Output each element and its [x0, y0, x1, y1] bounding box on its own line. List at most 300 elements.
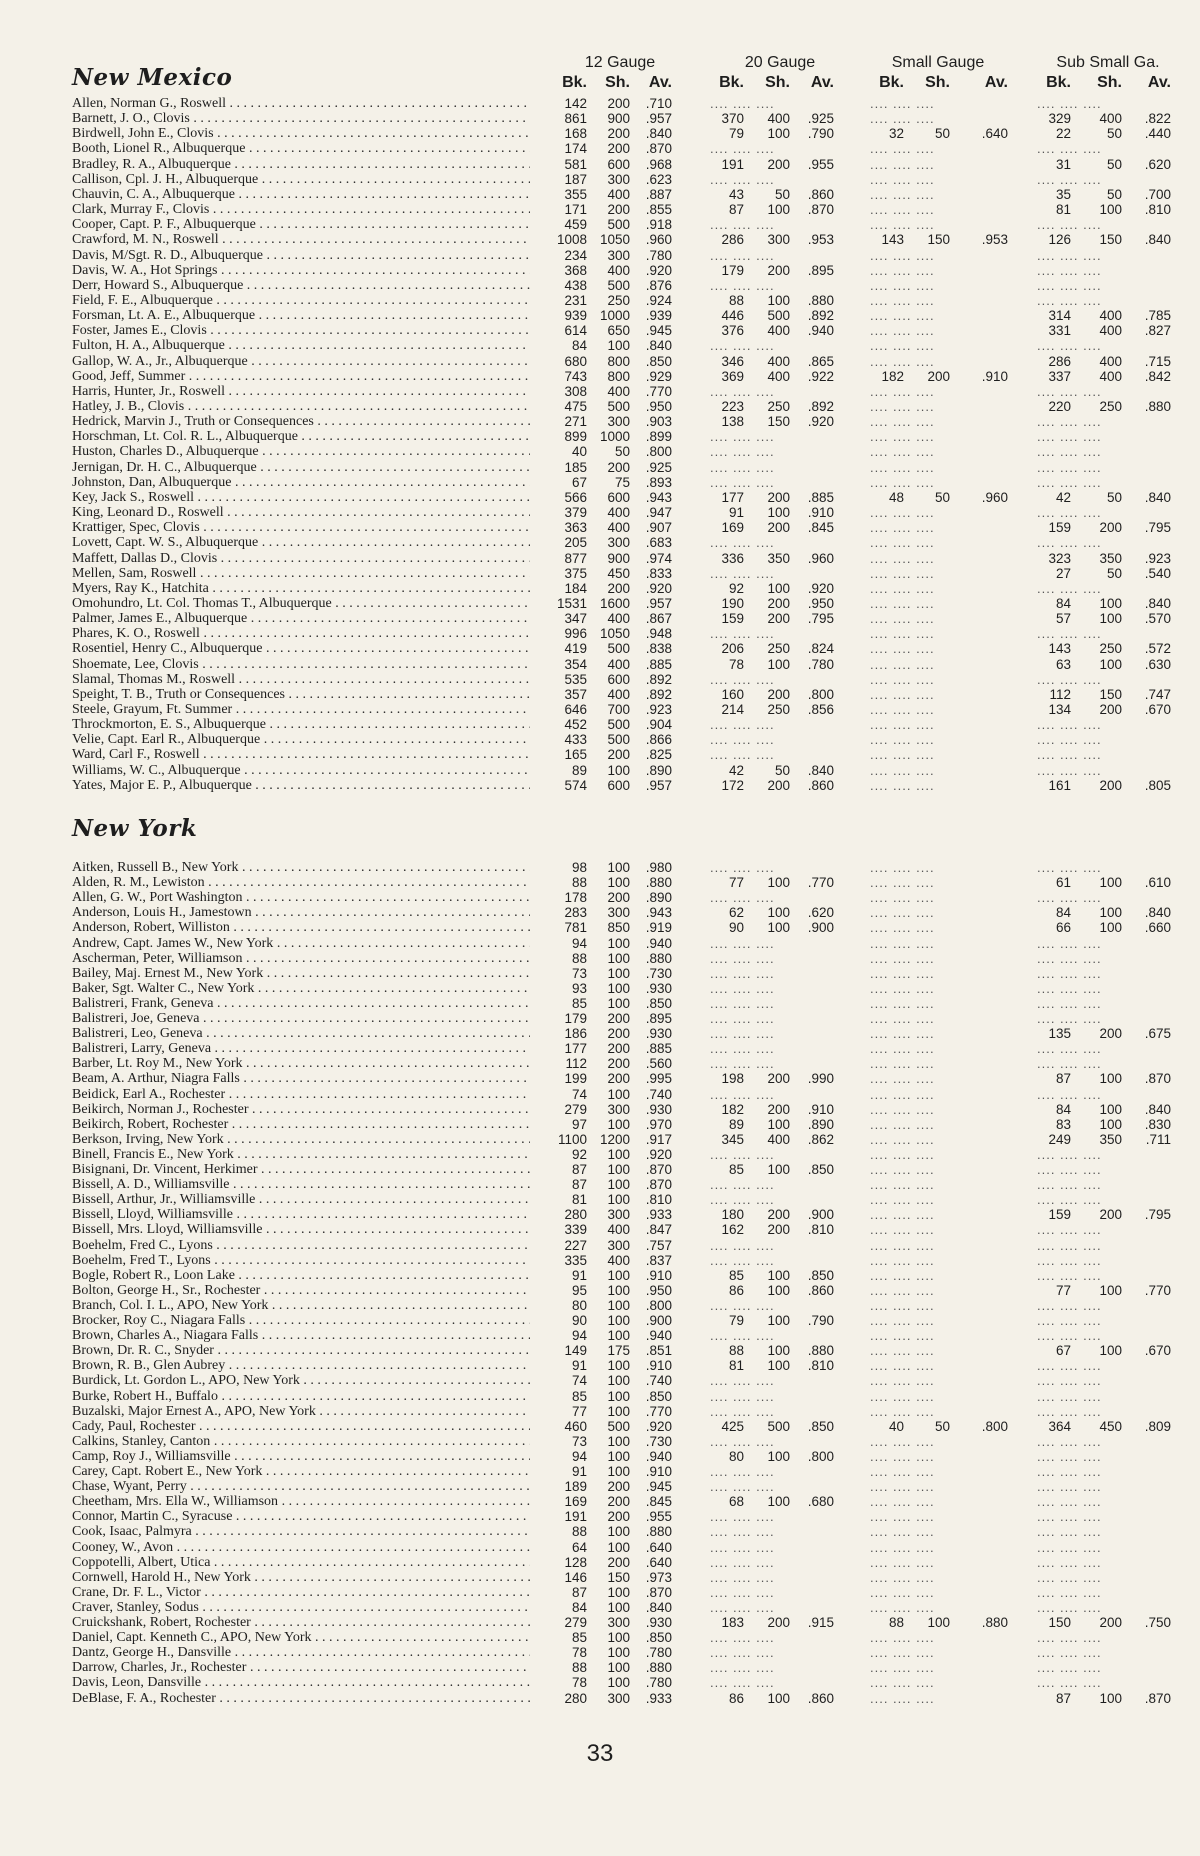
- table-row: [0, 263, 1200, 278]
- score-sh: 200: [1099, 1615, 1122, 1630]
- score-sh: 50: [774, 762, 790, 778]
- score-bk: 198: [721, 1071, 744, 1087]
- score-bk: 279: [564, 1101, 587, 1117]
- score-bk: 78: [728, 656, 744, 672]
- shooter-name: Palmer, James E., Albuquerque . . .: [72, 611, 530, 626]
- score-bk: 81: [1055, 202, 1071, 218]
- score-sh: 100: [767, 1690, 790, 1706]
- score-sh: 50: [1106, 156, 1122, 172]
- score-bk: 161: [1048, 777, 1071, 793]
- score-av: .885: [645, 1041, 672, 1057]
- table-row: [0, 1494, 1200, 1509]
- empty-cell-leader: .... .... ....: [870, 1237, 935, 1253]
- score-av: .960: [807, 550, 834, 566]
- table-row: [0, 1419, 1200, 1434]
- score-av: .670: [1144, 1343, 1171, 1359]
- score-bk: 112: [1049, 686, 1071, 702]
- shooter-name: Steele, Grayum, Ft. Summer . . .: [72, 702, 530, 717]
- score-bk: 80: [571, 1297, 587, 1313]
- empty-cell-leader: .... .... ....: [1037, 277, 1102, 293]
- score-sh: 100: [607, 1660, 630, 1676]
- header-12-gauge: 12 Gauge: [584, 54, 656, 71]
- score-bk: 336: [721, 550, 744, 566]
- score-sh: 100: [767, 1448, 790, 1464]
- empty-cell-leader: .... .... ....: [870, 1690, 935, 1706]
- score-av: .810: [645, 1192, 672, 1208]
- score-sh: 100: [607, 1146, 630, 1162]
- table-row: [0, 996, 1200, 1011]
- table-row: [0, 581, 1200, 596]
- empty-cell-leader: .... .... ....: [870, 595, 935, 611]
- shooter-name: Throckmorton, E. S., Albuquerque . . .: [72, 717, 530, 732]
- shooter-name: Forsman, Lt. A. E., Albuquerque . . .: [72, 308, 530, 323]
- score-bk: 337: [1048, 368, 1071, 384]
- score-sh: 100: [767, 1282, 790, 1298]
- empty-cell-leader: .... .... ....: [870, 1524, 935, 1540]
- empty-cell-leader: .... .... ....: [870, 1192, 935, 1208]
- score-sh: 300: [607, 1207, 630, 1223]
- empty-cell-leader: .... .... ....: [710, 338, 775, 354]
- score-av: .920: [807, 580, 834, 596]
- table-row: [0, 672, 1200, 687]
- score-av: .670: [1144, 702, 1171, 717]
- empty-cell-leader: .... .... ....: [1037, 1509, 1102, 1525]
- table-row: [0, 1298, 1200, 1313]
- score-av: .610: [1144, 875, 1171, 891]
- empty-cell-leader: .... .... ....: [1037, 1297, 1102, 1313]
- score-av: .795: [1144, 1207, 1171, 1223]
- score-av: .800: [645, 444, 672, 460]
- score-bk: 346: [721, 353, 744, 369]
- shooter-name: Balistreri, Joe, Geneva . . .: [72, 1011, 530, 1026]
- score-av: .845: [645, 1494, 672, 1510]
- score-bk: 179: [721, 262, 744, 278]
- score-av: .825: [645, 747, 672, 763]
- score-bk: 134: [1048, 702, 1071, 717]
- empty-cell-leader: .... .... ....: [870, 414, 935, 430]
- score-bk: 74: [571, 1373, 587, 1389]
- table-row: [0, 217, 1200, 232]
- shooter-name: Horschman, Lt. Col. R. L., Albuquerque . . .: [72, 429, 530, 444]
- page-number: 33: [586, 1740, 614, 1767]
- score-av: .925: [645, 459, 672, 475]
- score-av: .800: [807, 686, 834, 702]
- score-av: .910: [645, 1358, 672, 1374]
- empty-cell-leader: .... .... ....: [1037, 1554, 1102, 1570]
- empty-cell-leader: .... .... ....: [870, 995, 935, 1011]
- score-bk: 87: [571, 1177, 587, 1193]
- empty-cell-leader: .... .... ....: [710, 1584, 775, 1600]
- empty-cell-leader: .... .... ....: [1037, 747, 1102, 763]
- score-av: .930: [645, 1101, 672, 1117]
- score-av: .870: [807, 202, 834, 218]
- score-bk: 566: [564, 489, 587, 505]
- score-bk: 1008: [556, 232, 587, 248]
- empty-cell-leader: .... .... ....: [1037, 459, 1102, 475]
- empty-cell-leader: .... .... ....: [1037, 1645, 1102, 1661]
- table-row: [0, 1645, 1200, 1660]
- score-av: .915: [807, 1615, 834, 1630]
- empty-cell-leader: .... .... ....: [710, 1388, 775, 1404]
- shooter-name: Coppotelli, Albert, Utica . . .: [72, 1555, 530, 1570]
- score-sh: 400: [1099, 323, 1122, 339]
- score-sh: 100: [767, 875, 790, 891]
- score-bk: 43: [728, 186, 744, 202]
- score-av: .910: [981, 368, 1008, 384]
- empty-cell-leader: .... .... ....: [710, 1086, 775, 1102]
- score-sh: 400: [1099, 308, 1122, 324]
- empty-cell-leader: .... .... ....: [870, 308, 935, 324]
- empty-cell-leader: .... .... ....: [710, 1524, 775, 1540]
- score-av: .910: [807, 1101, 834, 1117]
- score-sh: 300: [767, 232, 790, 248]
- table-row: [0, 1585, 1200, 1600]
- shooter-name: Omohundro, Lt. Col. Thomas T., Albuquerque . . .: [72, 596, 530, 611]
- empty-cell-leader: .... .... ....: [870, 1313, 935, 1328]
- score-av: .895: [807, 262, 834, 278]
- score-sh: 400: [607, 611, 630, 627]
- empty-cell-leader: .... .... ....: [710, 1237, 775, 1253]
- score-sh: 100: [1099, 1690, 1122, 1706]
- score-sh: 500: [607, 732, 630, 748]
- empty-cell-leader: .... .... ....: [870, 671, 935, 687]
- score-sh: 200: [1099, 1026, 1122, 1042]
- score-sh: 100: [607, 860, 630, 875]
- score-bk: 87: [728, 202, 744, 218]
- empty-cell-leader: .... .... ....: [710, 1328, 775, 1344]
- score-sh: 100: [607, 1464, 630, 1479]
- score-sh: 200: [1099, 1207, 1122, 1223]
- subheader-bk: Bk.: [1046, 74, 1071, 91]
- score-bk: 169: [721, 520, 744, 536]
- score-av: .800: [645, 1297, 672, 1313]
- score-av: .850: [807, 1418, 834, 1434]
- score-av: .900: [807, 1207, 834, 1223]
- score-bk: 77: [728, 875, 744, 891]
- table-row: [0, 1011, 1200, 1026]
- score-sh: 400: [1099, 111, 1122, 127]
- score-sh: 100: [1099, 1116, 1122, 1132]
- empty-cell-leader: .... .... ....: [1037, 1569, 1102, 1585]
- score-sh: 400: [607, 520, 630, 536]
- shooter-name: Yates, Major E. P., Albuquerque . . .: [72, 778, 530, 793]
- score-sh: 100: [607, 1313, 630, 1328]
- empty-cell-leader: .... .... ....: [710, 1026, 775, 1042]
- score-bk: 574: [564, 777, 587, 793]
- score-sh: 450: [1099, 1418, 1122, 1434]
- score-sh: 400: [607, 186, 630, 202]
- score-bk: 861: [564, 111, 587, 127]
- subheader-sh: Sh.: [1097, 74, 1122, 91]
- score-av: .922: [807, 368, 834, 384]
- shooter-name: Lovett, Capt. W. S., Albuquerque . . .: [72, 535, 530, 550]
- score-av: .925: [807, 111, 834, 127]
- table-row: [0, 966, 1200, 981]
- score-av: .640: [981, 126, 1008, 142]
- table-row: [0, 293, 1200, 308]
- empty-cell-leader: .... .... ....: [710, 1479, 775, 1495]
- empty-cell-leader: .... .... ....: [710, 383, 775, 399]
- score-av: .892: [645, 686, 672, 702]
- score-av: .785: [1144, 308, 1171, 324]
- score-sh: 50: [1106, 186, 1122, 202]
- shooter-name: Brown, Dr. R. C., Snyder . . .: [72, 1343, 530, 1358]
- empty-cell-leader: .... .... ....: [1037, 262, 1102, 278]
- score-av: .892: [807, 308, 834, 324]
- empty-cell-leader: .... .... ....: [1037, 1433, 1102, 1449]
- score-bk: 357: [564, 686, 587, 702]
- score-av: .920: [645, 1146, 672, 1162]
- empty-cell-leader: .... .... ....: [1037, 96, 1102, 111]
- empty-cell-leader: .... .... ....: [870, 935, 935, 951]
- score-bk: 1531: [556, 595, 587, 611]
- empty-cell-leader: .... .... ....: [870, 1403, 935, 1419]
- score-av: .440: [1144, 126, 1171, 142]
- table-row: [0, 338, 1200, 353]
- score-bk: 206: [721, 641, 744, 657]
- score-bk: 84: [571, 1599, 587, 1615]
- score-bk: 364: [1048, 1418, 1071, 1434]
- score-av: .920: [645, 1418, 672, 1434]
- shooter-name: Slamal, Thomas M., Roswell . . .: [72, 672, 530, 687]
- score-av: .955: [645, 1509, 672, 1525]
- score-av: .810: [1144, 202, 1171, 218]
- score-sh: 250: [767, 641, 790, 657]
- score-sh: 100: [607, 1162, 630, 1177]
- score-sh: 100: [767, 656, 790, 672]
- table-row: [0, 1283, 1200, 1298]
- empty-cell-leader: .... .... ....: [710, 1252, 775, 1268]
- shooter-name: Bisignani, Dr. Vincent, Herkimer . . .: [72, 1162, 530, 1177]
- empty-cell-leader: .... .... ....: [870, 505, 935, 521]
- score-bk: 81: [571, 1192, 587, 1208]
- score-av: .620: [1144, 156, 1171, 172]
- table-row: [0, 875, 1200, 890]
- empty-cell-leader: .... .... ....: [870, 459, 935, 475]
- score-sh: 100: [607, 995, 630, 1011]
- shooter-name: Beikirch, Robert, Rochester . . .: [72, 1117, 530, 1132]
- score-av: .795: [807, 611, 834, 627]
- score-av: .790: [807, 1313, 834, 1328]
- shooter-name: Phares, K. O., Roswell . . .: [72, 626, 530, 641]
- score-sh: 200: [927, 368, 950, 384]
- score-av: .920: [807, 414, 834, 430]
- score-bk: 87: [571, 1162, 587, 1177]
- table-row: [0, 717, 1200, 732]
- score-bk: 180: [721, 1207, 744, 1223]
- score-av: .995: [645, 1071, 672, 1087]
- empty-cell-leader: .... .... ....: [870, 474, 935, 490]
- score-sh: 50: [934, 1418, 950, 1434]
- shooter-name: Speight, T. B., Truth or Consequences . . .: [72, 687, 530, 702]
- score-av: .892: [645, 671, 672, 687]
- shooter-name: Cooney, W., Avon . . .: [72, 1540, 530, 1555]
- empty-cell-leader: .... .... ....: [1037, 1584, 1102, 1600]
- table-row: [0, 1268, 1200, 1283]
- score-sh: 200: [607, 580, 630, 596]
- score-bk: 98: [571, 860, 587, 875]
- score-bk: 280: [564, 1690, 587, 1706]
- score-av: .919: [645, 920, 672, 936]
- score-sh: 400: [1099, 353, 1122, 369]
- score-bk: 80: [728, 1448, 744, 1464]
- shooter-name: Crawford, M. N., Roswell . . .: [72, 232, 530, 247]
- score-av: .710: [645, 96, 672, 111]
- score-av: .880: [807, 1343, 834, 1359]
- score-sh: 100: [1099, 202, 1122, 218]
- table-row: [0, 1464, 1200, 1479]
- score-sh: 100: [1099, 656, 1122, 672]
- shooter-name: Camp, Roy J., Williamsville . . .: [72, 1449, 530, 1464]
- empty-cell-leader: .... .... ....: [870, 702, 935, 717]
- score-bk: 91: [728, 505, 744, 521]
- score-av: .730: [645, 1433, 672, 1449]
- score-sh: 100: [767, 1267, 790, 1283]
- shooter-name: Anderson, Robert, Williston . . .: [72, 920, 530, 935]
- score-sh: 100: [607, 980, 630, 996]
- score-bk: 143: [1048, 641, 1071, 657]
- empty-cell-leader: .... .... ....: [870, 277, 935, 293]
- score-sh: 1050: [599, 626, 630, 642]
- score-av: .850: [645, 1388, 672, 1404]
- empty-cell-leader: .... .... ....: [870, 1464, 935, 1479]
- score-av: .870: [1144, 1690, 1171, 1706]
- score-sh: 200: [607, 890, 630, 906]
- score-sh: 200: [767, 1207, 790, 1223]
- score-sh: 1050: [599, 232, 630, 248]
- score-av: .887: [645, 186, 672, 202]
- score-av: .851: [645, 1343, 672, 1359]
- score-bk: 77: [571, 1403, 587, 1419]
- score-av: .770: [807, 875, 834, 891]
- empty-cell-leader: .... .... ....: [710, 1192, 775, 1208]
- table-row: [0, 1615, 1200, 1630]
- score-av: .870: [645, 1584, 672, 1600]
- shooter-name: Ascherman, Peter, Williamson . . .: [72, 951, 530, 966]
- shooter-name: Barnett, J. O., Clovis . . .: [72, 111, 530, 126]
- empty-cell-leader: .... .... ....: [870, 1509, 935, 1525]
- score-av: .960: [981, 489, 1008, 505]
- table-row: [0, 414, 1200, 429]
- shooter-name: Cooper, Capt. P. F., Albuquerque . . .: [72, 217, 530, 232]
- score-sh: 100: [767, 1343, 790, 1359]
- shooter-name: Myers, Ray K., Hatchita . . .: [72, 581, 530, 596]
- score-bk: 74: [571, 1086, 587, 1102]
- score-sh: 250: [1099, 399, 1122, 414]
- empty-cell-leader: .... .... ....: [1037, 1675, 1102, 1691]
- score-av: .970: [645, 1116, 672, 1132]
- score-bk: 88: [571, 950, 587, 966]
- empty-cell-leader: .... .... ....: [710, 935, 775, 951]
- empty-cell-leader: .... .... ....: [870, 444, 935, 460]
- score-sh: 100: [767, 1358, 790, 1374]
- shooter-name: Anderson, Louis H., Jamestown . . .: [72, 905, 530, 920]
- empty-cell-leader: .... .... ....: [870, 292, 935, 308]
- empty-cell-leader: .... .... ....: [710, 565, 775, 581]
- score-sh: 100: [607, 875, 630, 891]
- score-sh: 300: [607, 1101, 630, 1117]
- score-av: .945: [645, 323, 672, 339]
- table-row: [0, 1555, 1200, 1570]
- subheader-av: Av.: [648, 74, 672, 91]
- score-av: .840: [1144, 489, 1171, 505]
- shooter-name: Bailey, Maj. Ernest M., New York . . .: [72, 966, 530, 981]
- table-row: [0, 1660, 1200, 1675]
- empty-cell-leader: .... .... ....: [1037, 338, 1102, 354]
- table-row: [0, 778, 1200, 793]
- empty-cell-leader: .... .... ....: [1037, 1222, 1102, 1238]
- table-row: [0, 1404, 1200, 1419]
- shooter-name: Derr, Howard S., Albuquerque . . .: [72, 278, 530, 293]
- score-bk: 77: [1055, 1282, 1071, 1298]
- empty-cell-leader: .... .... ....: [1037, 1388, 1102, 1404]
- score-bk: 347: [564, 611, 587, 627]
- score-sh: 200: [767, 1222, 790, 1238]
- score-sh: 100: [607, 1358, 630, 1374]
- score-bk: 146: [564, 1569, 587, 1585]
- empty-cell-leader: .... .... ....: [870, 1388, 935, 1404]
- score-bk: 363: [564, 520, 587, 536]
- score-av: .840: [1144, 595, 1171, 611]
- score-av: .907: [645, 520, 672, 536]
- score-bk: 314: [1048, 308, 1071, 324]
- shooter-name: Connor, Martin C., Syracuse . . .: [72, 1509, 530, 1524]
- score-sh: 150: [1099, 686, 1122, 702]
- score-av: .837: [645, 1252, 672, 1268]
- score-bk: 112: [565, 1056, 587, 1072]
- empty-cell-leader: .... .... ....: [870, 1282, 935, 1298]
- empty-cell-leader: .... .... ....: [870, 550, 935, 566]
- score-av: .957: [645, 111, 672, 127]
- score-av: .973: [645, 1569, 672, 1585]
- score-bk: 126: [1048, 232, 1071, 248]
- shooter-name: Bissell, Lloyd, Williamsville . . .: [72, 1207, 530, 1222]
- shooter-name: Mellen, Sam, Roswell . . .: [72, 566, 530, 581]
- empty-cell-leader: .... .... ....: [870, 762, 935, 778]
- empty-cell-leader: .... .... ....: [1037, 980, 1102, 996]
- score-bk: 165: [564, 747, 587, 763]
- table-row: [0, 732, 1200, 747]
- empty-cell-leader: .... .... ....: [710, 1403, 775, 1419]
- score-av: .770: [1144, 1282, 1171, 1298]
- score-bk: 205: [564, 535, 587, 551]
- score-bk: 781: [564, 920, 587, 936]
- score-bk: 899: [564, 429, 587, 445]
- score-av: .890: [645, 890, 672, 906]
- empty-cell-leader: .... .... ....: [710, 717, 775, 733]
- score-av: .930: [645, 1615, 672, 1630]
- score-bk: 231: [564, 292, 587, 308]
- empty-cell-leader: .... .... ....: [710, 1569, 775, 1585]
- score-sh: 100: [767, 202, 790, 218]
- score-bk: 73: [571, 1433, 587, 1449]
- score-sh: 600: [607, 671, 630, 687]
- shooter-name: Fulton, H. A., Albuquerque . . .: [72, 338, 530, 353]
- table-row: [0, 1177, 1200, 1192]
- score-bk: 84: [1055, 595, 1071, 611]
- score-sh: 100: [1099, 905, 1122, 921]
- empty-cell-leader: .... .... ....: [870, 1630, 935, 1646]
- score-bk: 345: [721, 1131, 744, 1147]
- score-sh: 100: [607, 950, 630, 966]
- empty-cell-leader: .... .... ....: [870, 338, 935, 354]
- score-bk: 92: [728, 580, 744, 596]
- shooter-name: Jernigan, Dr. H. C., Albuquerque . . .: [72, 460, 530, 475]
- score-sh: 100: [607, 338, 630, 354]
- score-sh: 100: [927, 1615, 950, 1630]
- shooter-name: Velie, Capt. Earl R., Albuquerque . . .: [72, 732, 530, 747]
- shooter-name: Brown, R. B., Glen Aubrey . . .: [72, 1358, 530, 1373]
